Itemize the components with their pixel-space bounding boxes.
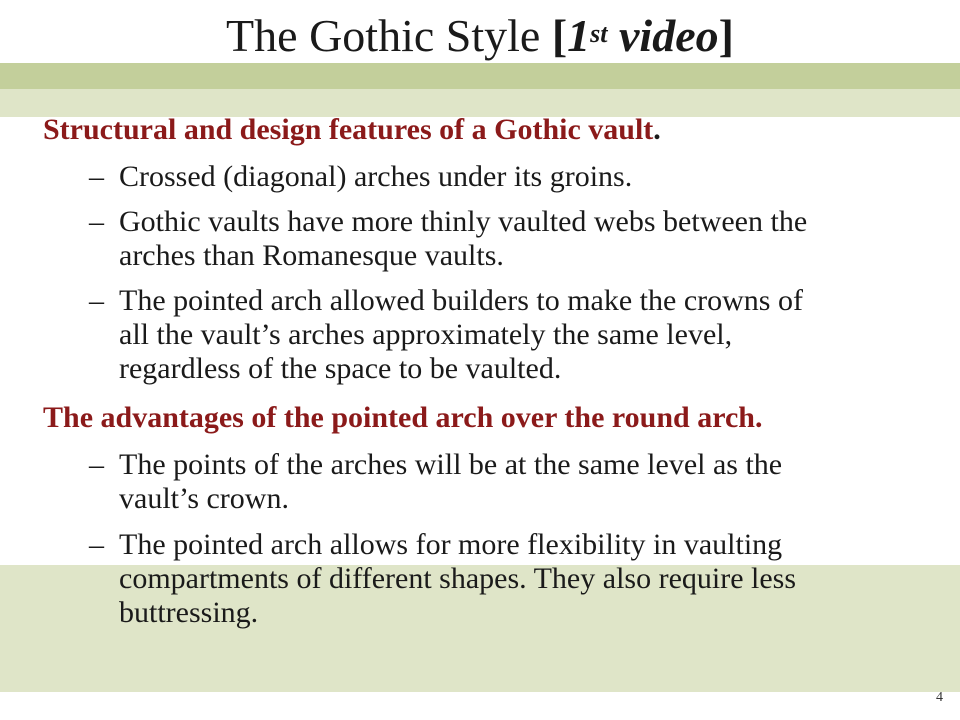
title-number: 1 [567,10,591,61]
header-band-dark [0,63,960,89]
slide-title [0,8,960,64]
section-heading-vault-features: Structural and design features of a Gothic vault. [43,113,661,146]
title-superscript: st [590,19,608,48]
section-heading-pointed-arch-advantages: The advantages of the pointed arch over the round arch. [43,401,763,434]
title-bracket-open: [ [551,10,568,61]
dash-bullet: – [89,160,104,193]
dash-bullet: – [89,205,104,238]
dash-bullet: – [89,448,104,481]
list-item: – Gothic vaults have more thinly vaulted webs between the arches than Romanesque vaults. [89,205,808,272]
title-word: video [607,10,719,61]
dash-bullet: – [89,284,104,317]
title-bracket-close: ] [718,10,734,61]
list-item: – The points of the arches will be at the same level as the vault’s crown. [89,448,783,515]
slide-content [43,112,953,630]
list-item: – The pointed arch allows for more flexibility in vaulting compartments of different shapes. They also require less buttressing. [89,528,797,629]
title-main: The Gothic Style [226,10,552,61]
list-item: – The pointed arch allowed builders to make the crowns of all the vault’s arches approximately the same level, regardless of the space to be vaulted. [89,284,803,385]
dash-bullet: – [89,528,104,561]
slide-number: 4 [936,690,943,705]
list-item: – Crossed (diagonal) arches under its groins. [89,160,633,193]
